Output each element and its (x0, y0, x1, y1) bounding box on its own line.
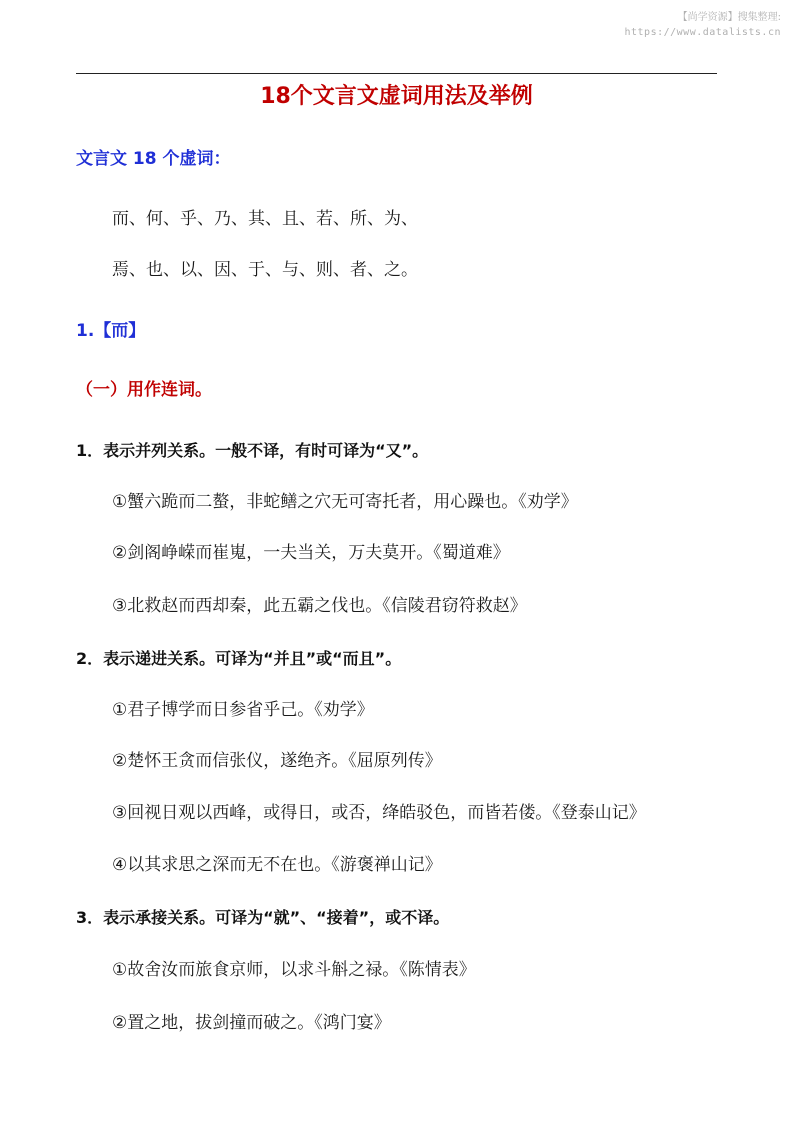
example-2-1: ①君子博学而日参省乎己。《劝学》 (112, 700, 374, 720)
example-2-3: ③回视日观以西峰，或得日，或否，绛皓驳色，而皆若偻。《登泰山记》 (112, 803, 646, 823)
usage-heading-1: 1．表示并列关系。一般不译，有时可译为“又”。 (76, 441, 429, 460)
example-1-3: ③北救赵而西却秦，此五霸之伐也。《信陵君窃符救赵》 (112, 596, 527, 616)
usage-heading-3: 3．表示承接关系。可译为“就”、“接着”，或不译。 (76, 908, 450, 927)
intro-heading: 文言文 18 个虚词： (76, 149, 231, 169)
example-3-2: ②置之地，拔剑撞而破之。《鸿门宴》 (112, 1013, 391, 1033)
watermark-source: 【尚学资源】搜集整理: (677, 12, 781, 23)
example-1-1: ①蟹六跪而二螯，非蛇鳝之穴无可寄托者，用心躁也。《劝学》 (112, 492, 578, 512)
function-words-line-1: 而、何、乎、乃、其、且、若、所、为、 (112, 209, 418, 229)
subsection-heading-conjunction: （一）用作连词。 (76, 380, 212, 400)
page-title: 18个文言文虚词用法及举例 (260, 84, 533, 109)
section-heading-er: 1.【而】 (76, 321, 146, 341)
watermark (625, 10, 782, 40)
watermark-url: https://www.datalists.cn (624, 27, 781, 38)
usage-heading-2: 2．表示递进关系。可译为“并且”或“而且”。 (76, 649, 402, 668)
example-2-4: ④以其求思之深而无不在也。《游褒禅山记》 (112, 855, 442, 875)
function-words-line-2: 焉、也、以、因、于、与、则、者、之。 (112, 260, 418, 280)
header-rule (76, 73, 717, 74)
example-2-2: ②楚怀王贪而信张仪，遂绝齐。《屈原列传》 (112, 751, 442, 771)
example-3-1: ①故舍汝而旅食京师，以求斗斛之禄。《陈情表》 (112, 960, 476, 980)
example-1-2: ②剑阁峥嵘而崔嵬，一夫当关，万夫莫开。《蜀道难》 (112, 543, 510, 563)
